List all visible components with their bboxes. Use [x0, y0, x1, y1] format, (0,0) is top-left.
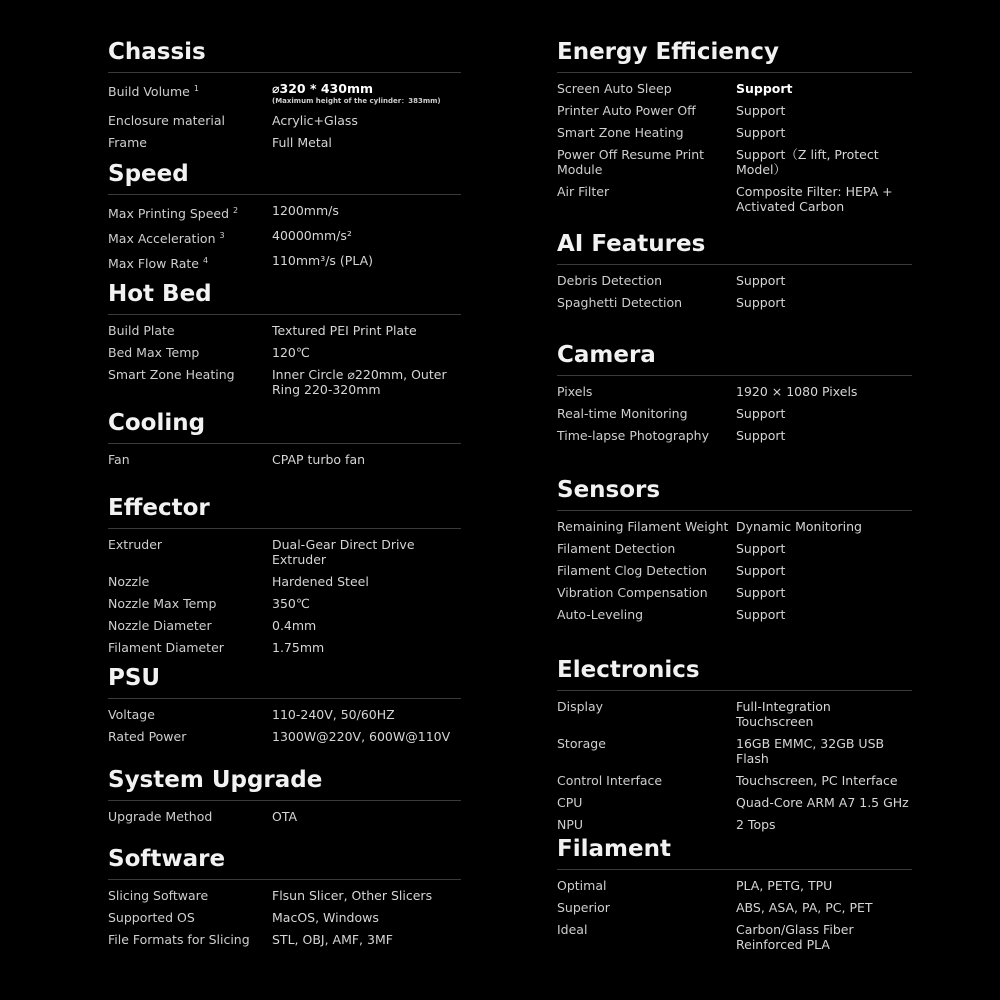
- spec-row: [557, 699, 912, 729]
- spec-row: [557, 878, 912, 893]
- spec-label: Printer Auto Power Off: [557, 103, 696, 118]
- spec-row: [108, 452, 461, 467]
- spec-label: Frame: [108, 135, 147, 150]
- spec-label: Filament Clog Detection: [557, 563, 708, 578]
- section-title: Speed: [108, 160, 461, 195]
- spec-label: Control Interface: [557, 773, 663, 788]
- spec-label: Bed Max Temp: [108, 345, 200, 360]
- spec-value: 40000mm/s²: [272, 228, 352, 244]
- spec-value: Touchscreen, PC Interface: [736, 773, 898, 788]
- spec-label: Storage: [557, 736, 606, 751]
- section-title: PSU: [108, 664, 461, 699]
- spec-label: Time-lapse Photography: [557, 428, 709, 443]
- spec-row: [557, 736, 912, 766]
- spec-label: Upgrade Method: [108, 809, 213, 824]
- spec-row: [557, 384, 912, 399]
- section-filament: [557, 835, 912, 959]
- section-camera: [557, 341, 912, 450]
- section-energy-efficiency: [557, 38, 912, 221]
- spec-value: Support: [736, 273, 786, 288]
- spec-label: NPU: [557, 817, 584, 832]
- spec-value: Support: [736, 585, 786, 600]
- spec-value: Dual-Gear Direct Drive Extruder: [272, 537, 415, 567]
- spec-label: Vibration Compensation: [557, 585, 708, 600]
- spec-row: [557, 103, 912, 118]
- section-title: System Upgrade: [108, 766, 461, 801]
- spec-row: [108, 537, 461, 567]
- spec-label: Smart Zone Heating: [108, 367, 235, 382]
- spec-label: Enclosure material: [108, 113, 225, 128]
- spec-label: File Formats for Slicing: [108, 932, 250, 947]
- spec-value: Support: [736, 563, 786, 578]
- spec-label: Fan: [108, 452, 130, 467]
- section-sensors: [557, 476, 912, 629]
- spec-row: [557, 585, 912, 600]
- spec-label: Air Filter: [557, 184, 610, 199]
- spec-row: [557, 922, 912, 952]
- spec-label: Remaining Filament Weight: [557, 519, 729, 534]
- spec-row: [557, 184, 912, 214]
- spec-row: [557, 295, 912, 310]
- section-title: Electronics: [557, 656, 912, 691]
- spec-value: Support（Z lift, Protect Model）: [736, 147, 879, 177]
- spec-value: Support: [736, 295, 786, 310]
- spec-row: [557, 406, 912, 421]
- spec-row: [108, 367, 461, 397]
- spec-row: [108, 932, 461, 947]
- spec-row: [108, 618, 461, 633]
- section-software: [108, 845, 461, 954]
- spec-row: [108, 809, 461, 824]
- spec-row: [108, 135, 461, 150]
- spec-value: 0.4mm: [272, 618, 317, 633]
- spec-value: ABS, ASA, PA, PC, PET: [736, 900, 873, 915]
- spec-label: Auto-Leveling: [557, 607, 644, 622]
- spec-label: Power Off Resume Print Module: [557, 147, 705, 177]
- section-title: Hot Bed: [108, 280, 461, 315]
- spec-value: Acrylic+Glass: [272, 113, 358, 128]
- section-speed: [108, 160, 461, 278]
- section-cooling: [108, 409, 461, 474]
- spec-value: Support: [736, 541, 786, 556]
- spec-label: Real-time Monitoring: [557, 406, 688, 421]
- spec-value: 1920 × 1080 Pixels: [736, 384, 858, 399]
- spec-row: [557, 81, 912, 96]
- spec-row: [557, 428, 912, 443]
- spec-label: Build Plate: [108, 323, 175, 338]
- section-title: Cooling: [108, 409, 461, 444]
- section-psu: [108, 664, 461, 751]
- footnote-marker: 1: [193, 84, 199, 93]
- spec-row: [108, 910, 461, 925]
- section-title: Chassis: [108, 38, 461, 73]
- spec-row: [557, 273, 912, 288]
- spec-row: [557, 607, 912, 622]
- spec-label: Rated Power: [108, 729, 187, 744]
- section-title: Camera: [557, 341, 912, 376]
- spec-label: Spaghetti Detection: [557, 295, 683, 310]
- section-title: Software: [108, 845, 461, 880]
- spec-label: Max Flow Rate: [108, 256, 199, 272]
- spec-value: Quad-Core ARM A7 1.5 GHz: [736, 795, 909, 810]
- section-ai-features: [557, 230, 912, 317]
- spec-row: [108, 729, 461, 744]
- spec-value: Composite Filter: HEPA + Activated Carbon: [736, 184, 893, 214]
- spec-value: Support: [736, 406, 786, 421]
- spec-label: CPU: [557, 795, 583, 810]
- spec-label: Optimal: [557, 878, 607, 893]
- spec-value: 110-240V, 50/60HZ: [272, 707, 395, 722]
- spec-label: Slicing Software: [108, 888, 209, 903]
- spec-value: 350℃: [272, 596, 310, 611]
- spec-label: Max Acceleration: [108, 231, 216, 247]
- spec-label: Screen Auto Sleep: [557, 81, 672, 96]
- section-title: Energy Efficiency: [557, 38, 912, 73]
- spec-row: [108, 203, 461, 221]
- spec-row: [557, 519, 912, 534]
- section-effector: [108, 494, 461, 662]
- spec-value: 120℃: [272, 345, 310, 360]
- spec-row: [108, 113, 461, 128]
- spec-value: STL, OBJ, AMF, 3MF: [272, 932, 393, 947]
- spec-label: Smart Zone Heating: [557, 125, 684, 140]
- section-title: Effector: [108, 494, 461, 529]
- spec-row: [557, 541, 912, 556]
- spec-value: Inner Circle ⌀220mm, Outer Ring 220-320mm: [272, 367, 447, 397]
- spec-label: Filament Diameter: [108, 640, 224, 655]
- spec-row: [557, 795, 912, 810]
- spec-row: [108, 323, 461, 338]
- spec-value: Carbon/Glass Fiber Reinforced PLA: [736, 922, 854, 952]
- section-title: Filament: [557, 835, 912, 870]
- spec-row: [557, 563, 912, 578]
- spec-value: MacOS, Windows: [272, 910, 379, 925]
- spec-row: [557, 125, 912, 140]
- spec-value: 16GB EMMC, 32GB USB Flash: [736, 736, 885, 766]
- spec-row: [108, 596, 461, 611]
- spec-value: 1300W@220V, 600W@110V: [272, 729, 451, 744]
- footnote-marker: 3: [219, 231, 225, 241]
- spec-label: Supported OS: [108, 910, 195, 925]
- spec-value: ⌀320 * 430mm: [272, 81, 374, 96]
- spec-row: [108, 707, 461, 722]
- spec-value: 2 Tops: [736, 817, 776, 832]
- spec-row: [108, 640, 461, 655]
- spec-label: Nozzle Diameter: [108, 618, 212, 633]
- spec-note: (Maximum height of the cylinder：383mm): [272, 97, 441, 105]
- spec-value: OTA: [272, 809, 298, 824]
- spec-value: Full Metal: [272, 135, 332, 150]
- spec-row: [108, 345, 461, 360]
- spec-row: [557, 147, 912, 177]
- section-title: AI Features: [557, 230, 912, 265]
- spec-label: Extruder: [108, 537, 163, 552]
- spec-value: Support: [736, 607, 786, 622]
- footnote-marker: 4: [202, 256, 209, 266]
- spec-value: 1.75mm: [272, 640, 325, 655]
- spec-row: [108, 253, 461, 271]
- spec-row: [557, 773, 912, 788]
- spec-row: [108, 228, 461, 246]
- spec-label: Superior: [557, 900, 610, 915]
- spec-value: Support: [736, 81, 793, 96]
- spec-label: Max Printing Speed: [108, 206, 230, 222]
- spec-value: Textured PEI Print Plate: [272, 323, 417, 338]
- section-hot-bed: [108, 280, 461, 404]
- section-chassis: [108, 38, 461, 157]
- spec-value: PLA, PETG, TPU: [736, 878, 833, 893]
- spec-row: [108, 888, 461, 903]
- section-system-upgrade: [108, 766, 461, 831]
- spec-value: CPAP turbo fan: [272, 452, 366, 467]
- spec-row: [108, 574, 461, 589]
- spec-value: Full-Integration Touchscreen: [736, 699, 831, 729]
- section-electronics: [557, 656, 912, 839]
- spec-value: Support: [736, 103, 786, 118]
- spec-row: [557, 817, 912, 832]
- spec-value: Dynamic Monitoring: [736, 519, 862, 534]
- spec-value: Flsun Slicer, Other Slicers: [272, 888, 433, 903]
- spec-label: Voltage: [108, 707, 155, 722]
- spec-label: Debris Detection: [557, 273, 663, 288]
- spec-value: Support: [736, 428, 786, 443]
- spec-value: Hardened Steel: [272, 574, 369, 589]
- spec-label: Filament Detection: [557, 541, 676, 556]
- spec-label: Build Volume: [108, 84, 190, 100]
- section-title: Sensors: [557, 476, 912, 511]
- spec-label: Nozzle Max Temp: [108, 596, 217, 611]
- spec-row: [557, 900, 912, 915]
- footnote-marker: 2: [233, 206, 239, 215]
- spec-value: 1200mm/s: [272, 203, 339, 218]
- spec-value: Support: [736, 125, 786, 140]
- spec-label: Ideal: [557, 922, 588, 937]
- spec-label: Pixels: [557, 384, 593, 399]
- spec-label: Nozzle: [108, 574, 150, 589]
- spec-value: 110mm³/s (PLA): [272, 253, 374, 269]
- spec-label: Display: [557, 699, 604, 714]
- spec-row: [108, 81, 461, 106]
